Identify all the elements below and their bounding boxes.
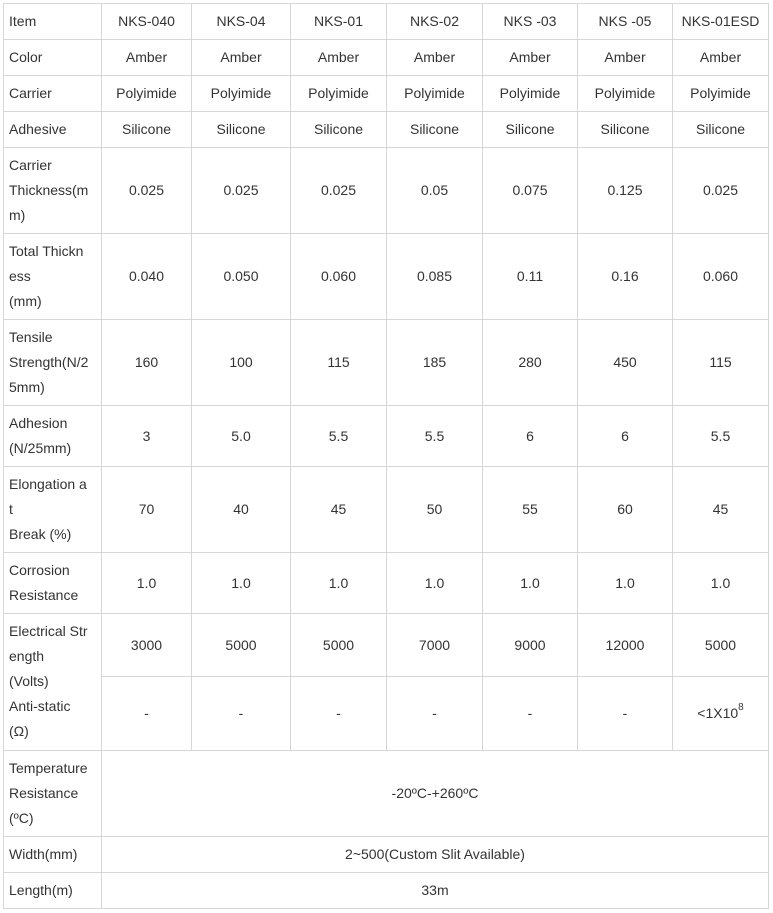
cell: 1.0 — [102, 553, 192, 614]
row-label: Length(m) — [4, 873, 102, 909]
cell: 5.5 — [673, 406, 769, 467]
cell: - — [387, 677, 483, 751]
cell: - — [192, 677, 291, 751]
cell: 1.0 — [291, 553, 387, 614]
row-label: Electrical Str ength (Volts) Anti-static (Ω) — [4, 614, 102, 751]
cell: 1.0 — [387, 553, 483, 614]
cell: 5000 — [673, 614, 769, 677]
row-label: Adhesion (N/25mm) — [4, 406, 102, 467]
cell: 1.0 — [578, 553, 673, 614]
cell: Silicone — [387, 112, 483, 148]
cell: 3 — [102, 406, 192, 467]
cell: Amber — [578, 40, 673, 76]
cell: 45 — [291, 467, 387, 553]
spec-table — [3, 3, 769, 909]
cell: 12000 — [578, 614, 673, 677]
cell: 0.125 — [578, 148, 673, 234]
cell: Polyimide — [192, 76, 291, 112]
cell: 0.05 — [387, 148, 483, 234]
row-label: Tensile Strength(N/2 5mm) — [4, 320, 102, 406]
header-cell: NKS-01ESD — [673, 4, 769, 40]
cell: 0.075 — [483, 148, 578, 234]
cell: 0.025 — [291, 148, 387, 234]
cell: 0.085 — [387, 234, 483, 320]
cell: 0.050 — [192, 234, 291, 320]
row-label: Width(mm) — [4, 837, 102, 873]
header-cell: NKS-02 — [387, 4, 483, 40]
cell: Amber — [192, 40, 291, 76]
cell: 9000 — [483, 614, 578, 677]
cell: Polyimide — [102, 76, 192, 112]
header-cell: NKS-040 — [102, 4, 192, 40]
cell: Polyimide — [291, 76, 387, 112]
cell: 3000 — [102, 614, 192, 677]
cell: 50 — [387, 467, 483, 553]
cell: - — [291, 677, 387, 751]
table-row — [4, 76, 769, 112]
cell: 0.11 — [483, 234, 578, 320]
cell: 5000 — [192, 614, 291, 677]
row-label: Carrier Thickness(m m) — [4, 148, 102, 234]
header-cell: Item — [4, 4, 102, 40]
table-row — [4, 553, 769, 614]
cell: 160 — [102, 320, 192, 406]
cell: 5.0 — [192, 406, 291, 467]
cell: Polyimide — [673, 76, 769, 112]
cell: 5.5 — [291, 406, 387, 467]
cell: Polyimide — [578, 76, 673, 112]
cell: Silicone — [102, 112, 192, 148]
cell: 60 — [578, 467, 673, 553]
row-label: Total Thickn ess (mm) — [4, 234, 102, 320]
cell: Amber — [483, 40, 578, 76]
row-label: Adhesive — [4, 112, 102, 148]
table-row — [4, 751, 769, 837]
table-row — [4, 148, 769, 234]
cell: 0.16 — [578, 234, 673, 320]
header-cell: NKS -03 — [483, 4, 578, 40]
table-row — [4, 406, 769, 467]
header-cell: NKS-01 — [291, 4, 387, 40]
cell: 115 — [291, 320, 387, 406]
cell: Silicone — [483, 112, 578, 148]
cell: 40 — [192, 467, 291, 553]
table-row — [4, 677, 769, 751]
cell: 1.0 — [673, 553, 769, 614]
row-label: Carrier — [4, 76, 102, 112]
table-row — [4, 320, 769, 406]
cell: - — [483, 677, 578, 751]
cell: 45 — [673, 467, 769, 553]
cell: Amber — [387, 40, 483, 76]
row-label: Elongation a t Break (%) — [4, 467, 102, 553]
cell: 100 — [192, 320, 291, 406]
cell: 6 — [483, 406, 578, 467]
cell: 6 — [578, 406, 673, 467]
cell: 0.025 — [192, 148, 291, 234]
merged-cell: 2~500(Custom Slit Available) — [102, 837, 769, 873]
cell: Silicone — [578, 112, 673, 148]
table-row — [4, 614, 769, 677]
cell: 185 — [387, 320, 483, 406]
table-row — [4, 40, 769, 76]
cell: 55 — [483, 467, 578, 553]
superscript: 8 — [738, 702, 744, 714]
cell: 0.060 — [673, 234, 769, 320]
cell: Polyimide — [483, 76, 578, 112]
cell: 0.040 — [102, 234, 192, 320]
cell: Amber — [673, 40, 769, 76]
cell: - — [102, 677, 192, 751]
cell: 1.0 — [192, 553, 291, 614]
cell: 70 — [102, 467, 192, 553]
table-row — [4, 112, 769, 148]
cell: 5.5 — [387, 406, 483, 467]
cell: 0.025 — [673, 148, 769, 234]
table-row — [4, 873, 769, 909]
cell: 450 — [578, 320, 673, 406]
cell: 280 — [483, 320, 578, 406]
cell: Amber — [291, 40, 387, 76]
row-label: Corrosion Resistance — [4, 553, 102, 614]
cell: Silicone — [291, 112, 387, 148]
header-row — [4, 4, 769, 40]
table-row — [4, 837, 769, 873]
header-cell: NKS -05 — [578, 4, 673, 40]
cell: 5000 — [291, 614, 387, 677]
cell: Amber — [102, 40, 192, 76]
cell: 1.0 — [483, 553, 578, 614]
row-label: Color — [4, 40, 102, 76]
cell: Silicone — [673, 112, 769, 148]
cell: $<1X10^8$ — [673, 677, 769, 751]
cell: 115 — [673, 320, 769, 406]
table-row — [4, 467, 769, 553]
merged-cell: 33m — [102, 873, 769, 909]
header-cell: NKS-04 — [192, 4, 291, 40]
table-row — [4, 234, 769, 320]
merged-cell: -20ºC-+260ºC — [102, 751, 769, 837]
cell: 0.025 — [102, 148, 192, 234]
cell: - — [578, 677, 673, 751]
cell: 0.060 — [291, 234, 387, 320]
cell: 7000 — [387, 614, 483, 677]
cell: Silicone — [192, 112, 291, 148]
cell: Polyimide — [387, 76, 483, 112]
row-label: Temperature Resistance (ºC) — [4, 751, 102, 837]
